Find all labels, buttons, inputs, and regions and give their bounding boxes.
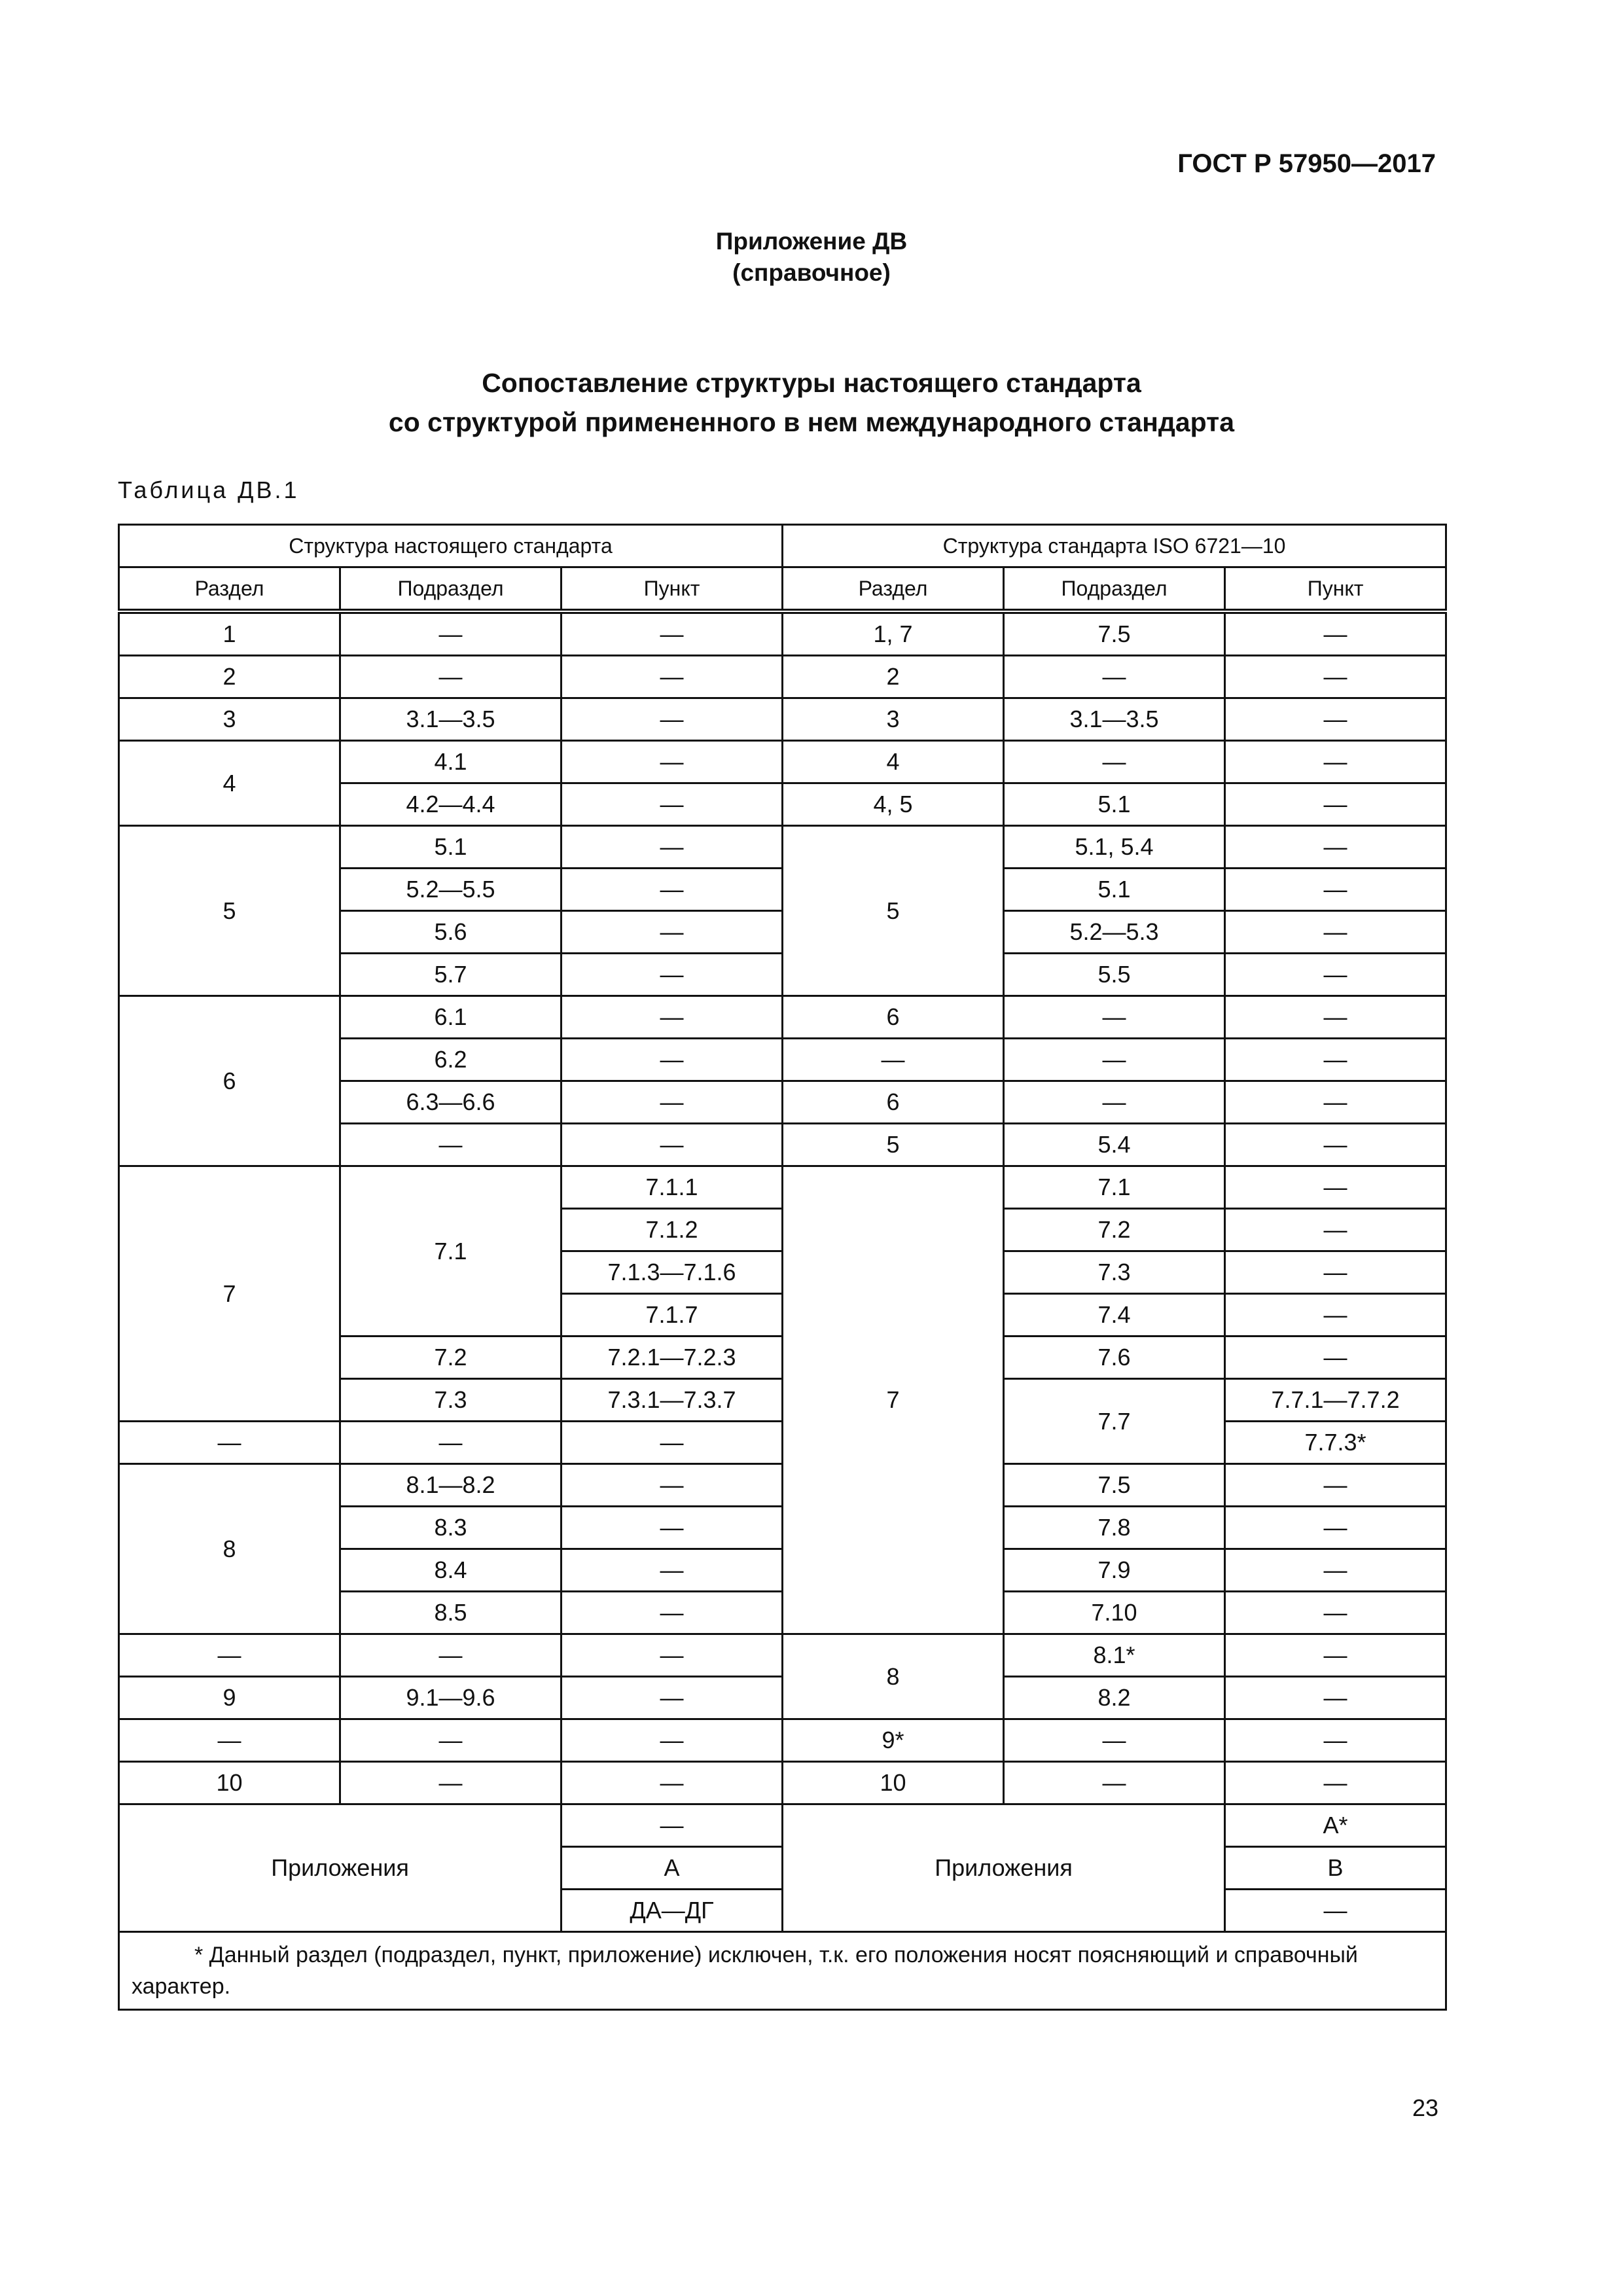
table-cell: 7.4 (1004, 1294, 1225, 1336)
table-cell: — (562, 1634, 783, 1677)
table-cell: 6 (783, 996, 1004, 1039)
table-cell: 3 (119, 698, 340, 741)
table-cell: Приложения (119, 1804, 562, 1932)
table-cell: 9.1—9.6 (340, 1677, 562, 1719)
table-cell: 5.1, 5.4 (1004, 826, 1225, 869)
table-row (119, 698, 1446, 741)
table-cell: 6.3—6.6 (340, 1081, 562, 1124)
table-cell: — (1225, 1634, 1446, 1677)
table-cell: — (1225, 1464, 1446, 1507)
table-cell: — (119, 1719, 340, 1762)
annex-status: (справочное) (732, 259, 891, 286)
table-cell: 6 (119, 996, 340, 1166)
table-cell: 8.1* (1004, 1634, 1225, 1677)
table-cell: — (1004, 996, 1225, 1039)
table-cell: — (562, 1677, 783, 1719)
table-cell: 7.2 (1004, 1209, 1225, 1251)
footnote-row (119, 1932, 1446, 2010)
table-row (119, 611, 1446, 656)
table-cell: 7.7.3* (1225, 1422, 1446, 1464)
annex-block (0, 226, 1623, 289)
table-cell: — (1225, 1762, 1446, 1804)
table-cell: — (562, 1464, 783, 1507)
table-cell: — (562, 741, 783, 783)
table-cell: — (1225, 656, 1446, 698)
table-cell: 4, 5 (783, 783, 1004, 826)
table-cell: В (1225, 1847, 1446, 1890)
table-cell: 4 (783, 741, 1004, 783)
table-cell: — (1004, 1762, 1225, 1804)
table-cell: 6 (783, 1081, 1004, 1124)
table-cell: — (1225, 1507, 1446, 1549)
table-cell: 10 (119, 1762, 340, 1804)
column-header: Раздел (119, 567, 340, 612)
table-row (119, 1719, 1446, 1762)
table-cell: 4.2—4.4 (340, 783, 562, 826)
table-cell: 5.7 (340, 954, 562, 996)
table-cell: 5 (119, 826, 340, 996)
table-cell: — (1225, 1209, 1446, 1251)
table-row (119, 1464, 1446, 1507)
table-cell: — (119, 1634, 340, 1677)
table-cell: — (562, 869, 783, 911)
table-cell: — (340, 656, 562, 698)
table-cell: 6.1 (340, 996, 562, 1039)
table-cell: 7.3 (1004, 1251, 1225, 1294)
group-header-iso: Структура стандарта ISO 6721—10 (783, 525, 1446, 567)
table-cell: 1, 7 (783, 611, 1004, 656)
table-row (119, 1804, 1446, 1847)
table-row (119, 826, 1446, 869)
table-row (119, 741, 1446, 783)
table-cell: — (1225, 1719, 1446, 1762)
column-header: Раздел (783, 567, 1004, 612)
table-cell: 8.2 (1004, 1677, 1225, 1719)
table-cell: — (340, 1634, 562, 1677)
table-cell: — (562, 1039, 783, 1081)
table-cell: — (562, 611, 783, 656)
annex-title: Приложение ДВ (715, 228, 908, 255)
table-cell: 9* (783, 1719, 1004, 1762)
table-cell: 3.1—3.5 (1004, 698, 1225, 741)
table-cell: — (1225, 1677, 1446, 1719)
table-header (119, 525, 1446, 612)
table-cell: — (1225, 911, 1446, 954)
table-cell: — (1004, 741, 1225, 783)
table-cell: 7.7 (1004, 1379, 1225, 1464)
table-cell: — (1225, 869, 1446, 911)
table-cell: — (340, 1124, 562, 1166)
table-cell: 9 (119, 1677, 340, 1719)
table-cell: 8.3 (340, 1507, 562, 1549)
column-header: Подраздел (1004, 567, 1225, 612)
table-row (119, 1634, 1446, 1677)
table-cell: 7.2.1—7.2.3 (562, 1336, 783, 1379)
table-cell: 8.5 (340, 1592, 562, 1634)
table-cell: — (562, 1804, 783, 1847)
table-cell: — (562, 954, 783, 996)
column-header: Пункт (562, 567, 783, 612)
table-cell: — (1225, 741, 1446, 783)
table-row (119, 1762, 1446, 1804)
table-cell: — (1004, 656, 1225, 698)
table-cell: — (562, 783, 783, 826)
table-cell: — (1225, 1890, 1446, 1932)
heading-line-2: со структурой примененного в нем международного стандарта (388, 407, 1235, 437)
table-cell: — (1225, 1166, 1446, 1209)
table-cell: — (340, 1422, 562, 1464)
table-cell: 5.6 (340, 911, 562, 954)
table-cell: 5.2—5.5 (340, 869, 562, 911)
table-cell: — (562, 1124, 783, 1166)
column-header: Пункт (1225, 567, 1446, 612)
table-cell: — (562, 1762, 783, 1804)
table-cell: — (1225, 783, 1446, 826)
table-cell: 7.2 (340, 1336, 562, 1379)
table-cell: — (562, 1081, 783, 1124)
document-heading (0, 363, 1623, 442)
table-cell: 5 (783, 1124, 1004, 1166)
table-cell: 7.9 (1004, 1549, 1225, 1592)
table-cell: — (1225, 611, 1446, 656)
table-cell: — (562, 1422, 783, 1464)
table-cell: — (340, 1762, 562, 1804)
table-row (119, 1677, 1446, 1719)
table-cell: 7 (119, 1166, 340, 1422)
table-cell: 7.10 (1004, 1592, 1225, 1634)
page-number: 23 (1412, 2094, 1438, 2121)
table-cell: — (1225, 1039, 1446, 1081)
table-cell: — (562, 656, 783, 698)
table-footnote: * Данный раздел (подраздел, пункт, приложение) исключен, т.к. его положения носят поясняющий и справочный характер. (119, 1932, 1446, 2010)
table-cell: — (1225, 1124, 1446, 1166)
table-cell: 8 (119, 1464, 340, 1634)
table-cell: — (562, 1719, 783, 1762)
table-cell: Приложения (783, 1804, 1225, 1932)
table-caption: Таблица ДВ.1 (118, 476, 300, 503)
table-cell: — (1225, 1592, 1446, 1634)
table-cell: 7.7.1—7.7.2 (1225, 1379, 1446, 1422)
table-cell: 5 (783, 826, 1004, 996)
table-cell: 7.1 (1004, 1166, 1225, 1209)
table-cell: — (119, 1422, 340, 1464)
heading-line-1: Сопоставление структуры настоящего стандарта (482, 368, 1141, 398)
table-cell: — (562, 1592, 783, 1634)
group-header-row (119, 525, 1446, 567)
table-cell: — (1004, 1039, 1225, 1081)
table-cell: — (562, 1549, 783, 1592)
table-cell: 7.5 (1004, 1464, 1225, 1507)
table-cell: 3.1—3.5 (340, 698, 562, 741)
table-row (119, 1422, 1446, 1464)
table-cell: — (562, 698, 783, 741)
table-cell: 2 (119, 656, 340, 698)
table-cell: 8 (783, 1634, 1004, 1719)
table-cell: 5.1 (1004, 869, 1225, 911)
table-cell: — (562, 996, 783, 1039)
table-cell: 5.1 (340, 826, 562, 869)
table-cell: А* (1225, 1804, 1446, 1847)
table-cell: 5.5 (1004, 954, 1225, 996)
table-cell: 10 (783, 1762, 1004, 1804)
table-cell: А (562, 1847, 783, 1890)
comparison-table (118, 524, 1447, 2011)
table-row (119, 996, 1446, 1039)
table-cell: 6.2 (340, 1039, 562, 1081)
table-cell: 7.1.2 (562, 1209, 783, 1251)
table-cell: — (1004, 1719, 1225, 1762)
table-cell: 7.1 (340, 1166, 562, 1336)
table-cell: 8.1—8.2 (340, 1464, 562, 1507)
group-header-national: Структура настоящего стандарта (119, 525, 783, 567)
table-row (119, 1166, 1446, 1209)
table-cell: — (1225, 1294, 1446, 1336)
table-cell: — (1225, 1251, 1446, 1294)
table-cell: 5.2—5.3 (1004, 911, 1225, 954)
sub-header-row (119, 567, 1446, 612)
table-cell: — (1225, 1336, 1446, 1379)
standard-number: ГОСТ Р 57950—2017 (1177, 149, 1436, 178)
table-cell: 7.1.7 (562, 1294, 783, 1336)
table-cell: — (1225, 698, 1446, 741)
table-cell: — (1225, 996, 1446, 1039)
table-cell: — (1225, 1549, 1446, 1592)
table-cell: — (562, 911, 783, 954)
table-cell: — (340, 1719, 562, 1762)
table-cell: 5.4 (1004, 1124, 1225, 1166)
table-cell: 4.1 (340, 741, 562, 783)
column-header: Подраздел (340, 567, 562, 612)
table-cell: — (1225, 1081, 1446, 1124)
table-row (119, 656, 1446, 698)
table-cell: — (340, 611, 562, 656)
table-cell: 7.3 (340, 1379, 562, 1422)
table-cell: — (1225, 954, 1446, 996)
table-cell: 7.1.3—7.1.6 (562, 1251, 783, 1294)
table-cell: — (783, 1039, 1004, 1081)
table-cell: 7.5 (1004, 611, 1225, 656)
table-cell: 5.1 (1004, 783, 1225, 826)
table-cell: 2 (783, 656, 1004, 698)
table-cell: 7.3.1—7.3.7 (562, 1379, 783, 1422)
table-cell: 8.4 (340, 1549, 562, 1592)
table-cell: 1 (119, 611, 340, 656)
table-cell: — (562, 826, 783, 869)
table-body (119, 611, 1446, 2010)
table-cell: — (562, 1507, 783, 1549)
table-cell: 3 (783, 698, 1004, 741)
table-cell: 7 (783, 1166, 1004, 1634)
table-cell: ДА—ДГ (562, 1890, 783, 1932)
table-cell: 7.8 (1004, 1507, 1225, 1549)
table-cell: 4 (119, 741, 340, 826)
table-cell: 7.1.1 (562, 1166, 783, 1209)
table-cell: — (1225, 826, 1446, 869)
table-cell: 7.6 (1004, 1336, 1225, 1379)
table-cell: — (1004, 1081, 1225, 1124)
